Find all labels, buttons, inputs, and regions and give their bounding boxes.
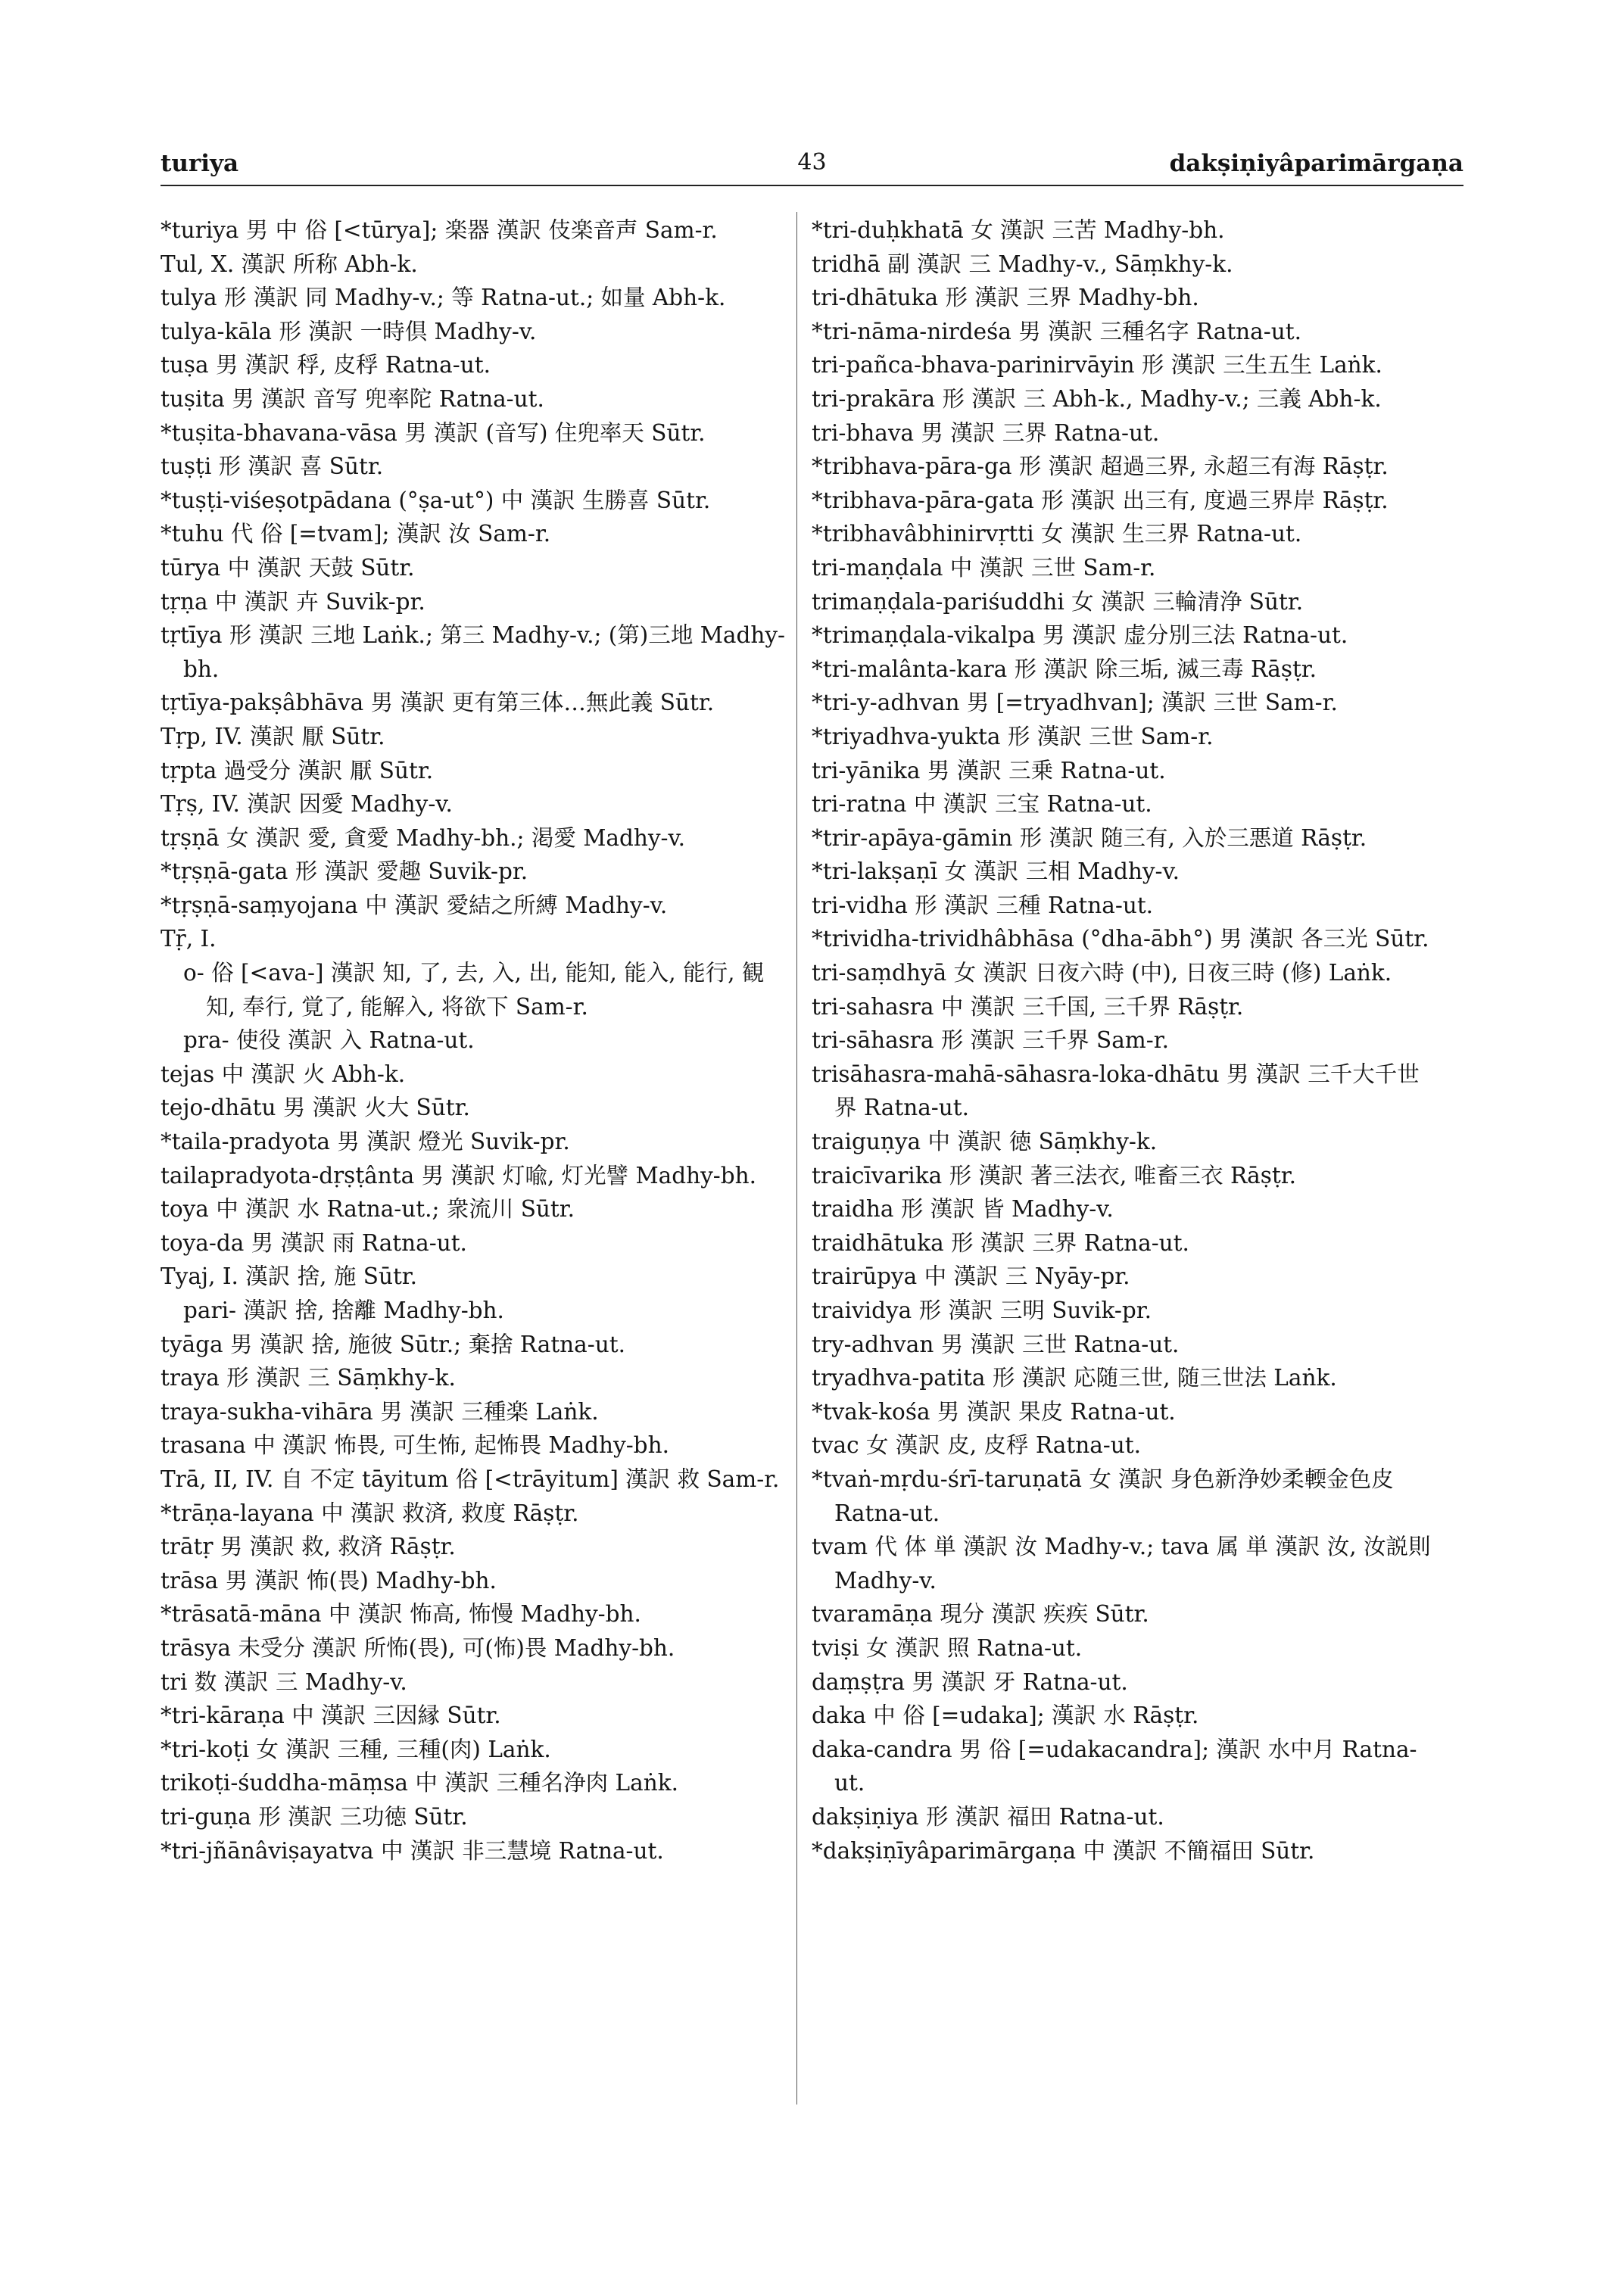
dictionary-entry: trairūpya 中 漢訳 三 Nyāy-pr. bbox=[812, 1263, 1130, 1290]
header-left-guideword: turiya bbox=[161, 150, 239, 177]
dictionary-entry: tvac 女 漢訳 皮, 皮稃 Ratna-ut. bbox=[812, 1432, 1142, 1459]
left-column bbox=[161, 213, 789, 1868]
dictionary-entry: *tvak-kośa 男 漢訳 果皮 Ratna-ut. bbox=[812, 1398, 1176, 1425]
dictionary-entry: *trividha-trividhâbhāsa (°dha-ābh°) 男 漢訳 各三光 Sūtr. bbox=[812, 926, 1429, 952]
dictionary-entry: *tri-nāma-nirdeśa 男 漢訳 三種名字 Ratna-ut. bbox=[812, 318, 1301, 344]
dictionary-entry: tri-saṃdhyā 女 漢訳 日夜六時 (中), 日夜三時 (修) Laṅk. bbox=[812, 960, 1392, 986]
dictionary-entry: toya-da 男 漢訳 雨 Ratna-ut. bbox=[161, 1229, 467, 1256]
dictionary-entry: tri-bhava 男 漢訳 三界 Ratna-ut. bbox=[812, 419, 1160, 446]
dictionary-entry: tri-dhātuka 形 漢訳 三界 Madhy-bh. bbox=[812, 285, 1199, 311]
dictionary-entry: pra- 使役 漢訳 入 Ratna-ut. bbox=[183, 1027, 475, 1054]
dictionary-entry: *tṛṣṇā-saṃyojana 中 漢訳 愛結之所縛 Madhy-v. bbox=[161, 892, 668, 918]
column-divider bbox=[796, 212, 797, 2105]
dictionary-entry: Trā, II, IV. 自 不定 tāyitum 俗 [<trāyitum] 漢訳 救 Sam-r. bbox=[161, 1466, 780, 1492]
dictionary-entry: daṃṣṭra 男 漢訳 牙 Ratna-ut. bbox=[812, 1668, 1128, 1695]
dictionary-entry: *dakṣiṇīyâparimārgaṇa 中 漢訳 不簡福田 Sūtr. bbox=[812, 1837, 1315, 1864]
dictionary-entry: tulya-kāla 形 漢訳 一時倶 Madhy-v. bbox=[161, 318, 537, 344]
dictionary-entry: *triyadhva-yukta 形 漢訳 三世 Sam-r. bbox=[812, 723, 1214, 749]
dictionary-entry: trātṛ 男 漢訳 救, 救済 Rāṣṭr. bbox=[161, 1534, 456, 1560]
dictionary-entry: trimaṇḍala-pariśuddhi 女 漢訳 三輪清浄 Sūtr. bbox=[812, 588, 1304, 615]
dictionary-entry: tri-pañca-bhava-parinirvāyin 形 漢訳 三生五生 Laṅk. bbox=[812, 352, 1382, 379]
dictionary-entry: trikoṭi-śuddha-māṃsa 中 漢訳 三種名浄肉 Laṅk. bbox=[161, 1770, 678, 1796]
dictionary-entry: tṛpta 過受分 漢訳 厭 Sūtr. bbox=[161, 757, 434, 784]
dictionary-entry: Tṛṣ, IV. 漢訳 因愛 Madhy-v. bbox=[161, 791, 453, 818]
dictionary-entry: tūrya 中 漢訳 天鼓 Sūtr. bbox=[161, 554, 415, 581]
dictionary-entry: tejo-dhātu 男 漢訳 火大 Sūtr. bbox=[161, 1095, 470, 1121]
dictionary-entry: Tyaj, I. 漢訳 捨, 施 Sūtr. bbox=[161, 1263, 418, 1290]
dictionary-entry: traividya 形 漢訳 三明 Suvik-pr. bbox=[812, 1298, 1152, 1323]
dictionary-entry: tṛtīya-pakṣâbhāva 男 漢訳 更有第三体…無此義 Sūtr. bbox=[161, 690, 715, 716]
dictionary-entry: tri 数 漢訳 三 Madhy-v. bbox=[161, 1668, 407, 1695]
dictionary-entry: tulya 形 漢訳 同 Madhy-v.; 等 Ratna-ut.; 如量 Abh-k. bbox=[161, 285, 726, 311]
dictionary-entry: trisāhasra-mahā-sāhasra-loka-dhātu 男 漢訳 三千大千世界 Ratna-ut. bbox=[812, 1061, 1420, 1121]
dictionary-entry: *tribhava-pāra-ga 形 漢訳 超過三界, 永超三有海 Rāṣṭr. bbox=[812, 453, 1389, 480]
dictionary-entry: *tri-y-adhvan 男 [=tryadhvan]; 漢訳 三世 Sam-r. bbox=[812, 690, 1338, 716]
dictionary-entry: *tuṣṭi-viśeṣotpādana (°ṣa-ut°) 中 漢訳 生勝喜 Sūtr. bbox=[161, 487, 711, 513]
dictionary-entry: tri-yānika 男 漢訳 三乗 Ratna-ut. bbox=[812, 757, 1166, 784]
dictionary-entry: traicīvarika 形 漢訳 著三法衣, 唯畜三衣 Rāṣṭr. bbox=[812, 1162, 1296, 1189]
dictionary-entry: tridhā 副 漢訳 三 Madhy-v., Sāṃkhy-k. bbox=[812, 251, 1233, 277]
dictionary-entry: tri-maṇḍala 中 漢訳 三世 Sam-r. bbox=[812, 554, 1156, 581]
dictionary-entry: *tribhava-pāra-gata 形 漢訳 出三有, 度過三界岸 Rāṣṭr. bbox=[812, 487, 1389, 513]
dictionary-entry: tṛṣṇā 女 漢訳 愛, 貪愛 Madhy-bh.; 渇愛 Madhy-v. bbox=[161, 824, 686, 851]
dictionary-entry: Tul, X. 漢訳 所称 Abh-k. bbox=[161, 251, 418, 277]
dictionary-entry: *tṛṣṇā-gata 形 漢訳 愛趣 Suvik-pr. bbox=[161, 858, 528, 885]
right-column bbox=[812, 213, 1440, 1868]
dictionary-entry: dakṣiṇiya 形 漢訳 福田 Ratna-ut. bbox=[812, 1803, 1164, 1830]
dictionary-entry: *tri-duḥkhatā 女 漢訳 三苦 Madhy-bh. bbox=[812, 217, 1225, 243]
dictionary-entry: tri-ratna 中 漢訳 三宝 Ratna-ut. bbox=[812, 791, 1152, 818]
dictionary-entry: *trāsatā-māna 中 漢訳 怖高, 怖慢 Madhy-bh. bbox=[161, 1601, 641, 1628]
running-header bbox=[161, 141, 1463, 186]
dictionary-entry: *tri-malânta-kara 形 漢訳 除三垢, 滅三毒 Rāṣṭr. bbox=[812, 656, 1317, 682]
dictionary-entry: trasana 中 漢訳 怖畏, 可生怖, 起怖畏 Madhy-bh. bbox=[161, 1432, 669, 1459]
dictionary-entry: pari- 漢訳 捨, 捨離 Madhy-bh. bbox=[183, 1298, 504, 1323]
dictionary-entry: tuṣa 男 漢訳 稃, 皮稃 Ratna-ut. bbox=[161, 352, 491, 379]
page-number: 43 bbox=[797, 149, 827, 176]
dictionary-entry: traya-sukha-vihāra 男 漢訳 三種楽 Laṅk. bbox=[161, 1398, 599, 1425]
dictionary-entry: trāsa 男 漢訳 怖(畏) Madhy-bh. bbox=[161, 1567, 497, 1594]
header-right-guideword: dakṣiṇiyâparimārgaṇa bbox=[1169, 150, 1463, 177]
dictionary-entry: tejas 中 漢訳 火 Abh-k. bbox=[161, 1061, 406, 1087]
dictionary-entry: tri-vidha 形 漢訳 三種 Ratna-ut. bbox=[812, 892, 1154, 918]
dictionary-entry: traya 形 漢訳 三 Sāṃkhy-k. bbox=[161, 1365, 456, 1391]
dictionary-entry: *tribhavâbhinirvṛtti 女 漢訳 生三界 Ratna-ut. bbox=[812, 521, 1302, 547]
dictionary-entry: *turiya 男 中 俗 [<tūrya]; 楽器 漢訳 伎楽音声 Sam-r. bbox=[161, 217, 718, 243]
dictionary-entry: tuṣita 男 漢訳 音写 兜率陀 Ratna-ut. bbox=[161, 385, 544, 412]
dictionary-entry: Tṛp, IV. 漢訳 厭 Sūtr. bbox=[161, 723, 385, 749]
dictionary-entry: tvam 代 体 単 漢訳 汝 Madhy-v.; tava 属 単 漢訳 汝, 汝説則 Madhy-v. bbox=[812, 1534, 1431, 1594]
dictionary-entry: tuṣṭi 形 漢訳 喜 Sūtr. bbox=[161, 453, 384, 480]
dictionary-entry: *tuhu 代 俗 [=tvam]; 漢訳 汝 Sam-r. bbox=[161, 521, 551, 547]
dictionary-entry: tri-guṇa 形 漢訳 三功徳 Sūtr. bbox=[161, 1803, 468, 1830]
dictionary-entry: Tṝ, I. bbox=[161, 926, 217, 952]
dictionary-entry: tailapradyota-dṛṣṭânta 男 漢訳 灯喩, 灯光譬 Madhy-bh. bbox=[161, 1162, 757, 1189]
dictionary-entry: tvaramāṇa 現分 漢訳 疾疾 Sūtr. bbox=[812, 1601, 1149, 1628]
dictionary-entry: traiguṇya 中 漢訳 徳 Sāṃkhy-k. bbox=[812, 1129, 1158, 1155]
dictionary-entry: tṛṇa 中 漢訳 卉 Suvik-pr. bbox=[161, 588, 425, 615]
dictionary-entry: tyāga 男 漢訳 捨, 施彼 Sūtr.; 棄捨 Ratna-ut. bbox=[161, 1331, 625, 1357]
dictionary-entry: tri-prakāra 形 漢訳 三 Abh-k., Madhy-v.; 三義 Abh-k. bbox=[812, 385, 1382, 412]
dictionary-entry: *tri-lakṣaṇī 女 漢訳 三相 Madhy-v. bbox=[812, 858, 1180, 885]
dictionary-entry: traidha 形 漢訳 皆 Madhy-v. bbox=[812, 1196, 1114, 1223]
dictionary-entry: *tri-koṭi 女 漢訳 三種, 三種(肉) Laṅk. bbox=[161, 1736, 551, 1762]
dictionary-entry: traidhātuka 形 漢訳 三界 Ratna-ut. bbox=[812, 1229, 1189, 1256]
dictionary-entry: trāsya 未受分 漢訳 所怖(畏), 可(怖)畏 Madhy-bh. bbox=[161, 1634, 675, 1661]
dictionary-entry: tryadhva-patita 形 漢訳 応随三世, 随三世法 Laṅk. bbox=[812, 1365, 1337, 1391]
dictionary-entry: o- 俗 [<ava-] 漢訳 知, 了, 去, 入, 出, 能知, 能入, 能行, 観知, 奉行, 覚了, 能解入, 将欲下 Sam-r. bbox=[183, 960, 765, 1020]
dictionary-entry: daka-candra 男 俗 [=udakacandra]; 漢訳 水中月 Ratna-ut. bbox=[812, 1736, 1417, 1796]
dictionary-entry: *tri-jñānâviṣayatva 中 漢訳 非三慧境 Ratna-ut. bbox=[161, 1837, 664, 1864]
dictionary-entry: *tuṣita-bhavana-vāsa 男 漢訳 (音写) 住兜率天 Sūtr. bbox=[161, 419, 706, 446]
dictionary-entry: tri-sāhasra 形 漢訳 三千界 Sam-r. bbox=[812, 1027, 1169, 1054]
dictionary-entry: tviṣi 女 漢訳 照 Ratna-ut. bbox=[812, 1634, 1083, 1661]
dictionary-entry: *tri-kāraṇa 中 漢訳 三因縁 Sūtr. bbox=[161, 1703, 501, 1729]
dictionary-entry: *tvaṅ-mṛdu-śrī-taruṇatā 女 漢訳 身色新浄妙柔輭金色皮 Ratna-ut. bbox=[812, 1466, 1394, 1526]
dictionary-entry: daka 中 俗 [=udaka]; 漢訳 水 Rāṣṭr. bbox=[812, 1703, 1199, 1729]
dictionary-entry: *taila-pradyota 男 漢訳 燈光 Suvik-pr. bbox=[161, 1129, 570, 1155]
dictionary-entry: toya 中 漢訳 水 Ratna-ut.; 衆流川 Sūtr. bbox=[161, 1196, 575, 1223]
dictionary-entry: *trimaṇḍala-vikalpa 男 漢訳 虚分別三法 Ratna-ut. bbox=[812, 622, 1348, 649]
dictionary-entry: *trāṇa-layana 中 漢訳 救済, 救度 Rāṣṭr. bbox=[161, 1500, 579, 1526]
dictionary-entry: *trir-apāya-gāmin 形 漢訳 随三有, 入於三悪道 Rāṣṭr. bbox=[812, 824, 1367, 851]
dictionary-entry: try-adhvan 男 漢訳 三世 Ratna-ut. bbox=[812, 1331, 1180, 1357]
dictionary-entry: tṛtīya 形 漢訳 三地 Laṅk.; 第三 Madhy-v.; (第)三地 Madhy-bh. bbox=[161, 622, 786, 682]
dictionary-entry: tri-sahasra 中 漢訳 三千国, 三千界 Rāṣṭr. bbox=[812, 993, 1244, 1020]
